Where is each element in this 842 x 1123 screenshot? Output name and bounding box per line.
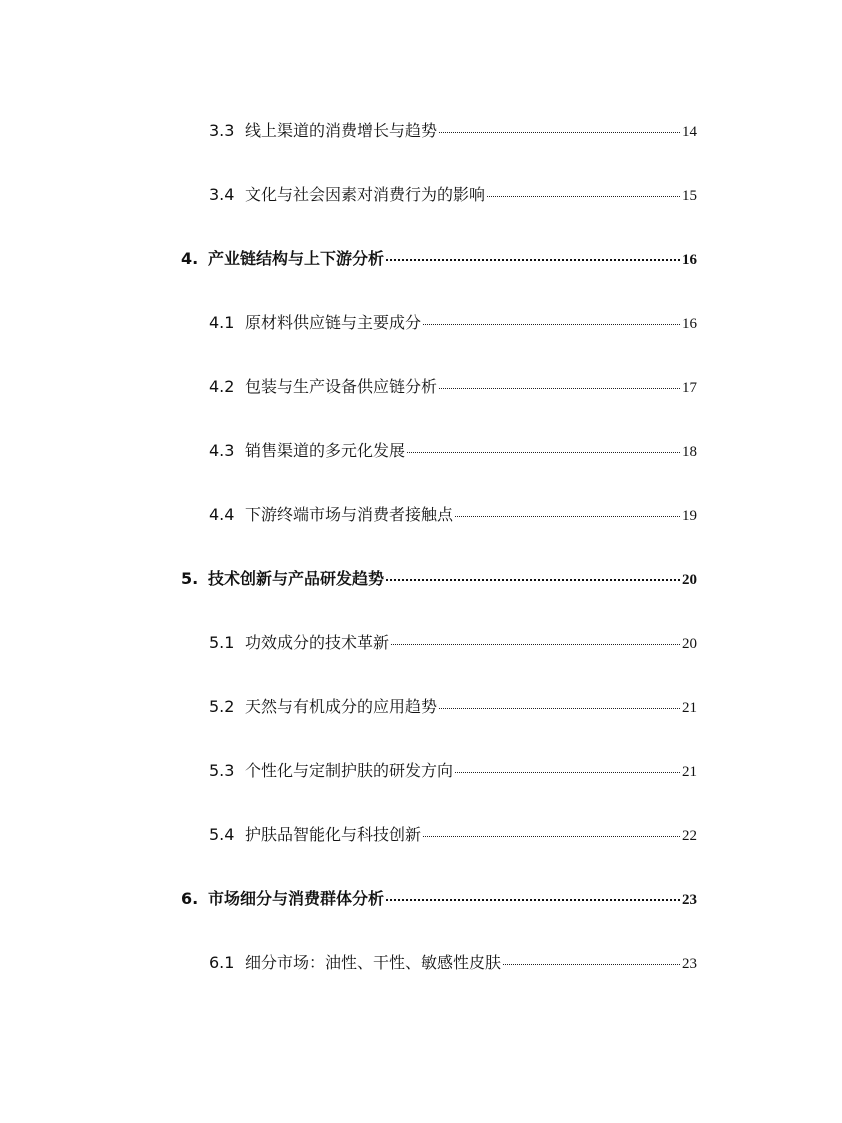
toc-page-number: 19 (682, 508, 697, 524)
toc-page-number: 14 (682, 124, 697, 140)
toc-entry-number: 5.3 (209, 761, 235, 780)
toc-page-number: 20 (682, 636, 697, 652)
toc-dot-leader (386, 579, 680, 581)
toc-dot-leader (407, 452, 680, 453)
toc-dot-leader (455, 772, 680, 773)
toc-entry-title: 销售渠道的多元化发展 (245, 441, 406, 460)
toc-entry-6-1[interactable] (209, 950, 697, 974)
toc-entry-5-1[interactable] (209, 630, 697, 654)
toc-dot-leader (503, 964, 680, 965)
toc-entry-title: 技术创新与产品研发趋势 (208, 569, 385, 588)
toc-entry-5[interactable] (181, 566, 697, 590)
toc-page-number: 21 (682, 764, 697, 780)
toc-dot-leader (487, 196, 680, 197)
toc-entry-3-4[interactable] (209, 182, 697, 206)
toc-entry-title: 细分市场：油性、干性、敏感性皮肤 (245, 953, 502, 972)
toc-entry-4-2[interactable] (209, 374, 697, 398)
toc-page-number: 16 (682, 316, 697, 332)
toc-entry-number: 3.4 (209, 185, 235, 204)
toc-entry-3-3[interactable] (209, 118, 697, 142)
toc-dot-leader (386, 899, 680, 901)
toc-entry-number: 4. (181, 249, 199, 268)
toc-entry-number: 3.3 (209, 121, 235, 140)
toc-entry-number: 6. (181, 889, 199, 908)
toc-entry-title: 包装与生产设备供应链分析 (245, 377, 438, 396)
toc-entry-4-4[interactable] (209, 502, 697, 526)
toc-page-number: 21 (682, 700, 697, 716)
toc-entry-5-2[interactable] (209, 694, 697, 718)
toc-entry-title: 个性化与定制护肤的研发方向 (245, 761, 454, 780)
toc-entry-number: 4.3 (209, 441, 235, 460)
toc-dot-leader (423, 324, 680, 325)
toc-dot-leader (439, 132, 680, 133)
toc-entry-5-4[interactable] (209, 822, 697, 846)
toc-entry-4[interactable] (181, 246, 697, 270)
toc-entry-title: 文化与社会因素对消费行为的影响 (245, 185, 486, 204)
toc-page-number: 18 (682, 444, 697, 460)
toc-entry-number: 4.4 (209, 505, 235, 524)
toc-page-number: 23 (682, 892, 697, 908)
toc-page-number: 20 (682, 572, 697, 588)
toc-entry-number: 5. (181, 569, 199, 588)
toc-page-number: 15 (682, 188, 697, 204)
toc-entry-4-1[interactable] (209, 310, 697, 334)
toc-dot-leader (439, 388, 680, 389)
toc-page-number: 16 (682, 252, 697, 268)
toc-entry-title: 天然与有机成分的应用趋势 (245, 697, 438, 716)
toc-dot-leader (423, 836, 680, 837)
toc-entry-number: 6.1 (209, 953, 235, 972)
toc-dot-leader (391, 644, 680, 645)
toc-entry-5-3[interactable] (209, 758, 697, 782)
toc-entry-number: 5.4 (209, 825, 235, 844)
toc-entry-title: 市场细分与消费群体分析 (208, 889, 385, 908)
toc-page-number: 22 (682, 828, 697, 844)
toc-page-number: 23 (682, 956, 697, 972)
toc-entry-number: 5.2 (209, 697, 235, 716)
toc-entry-4-3[interactable] (209, 438, 697, 462)
toc-dot-leader (439, 708, 680, 709)
toc-entry-title: 护肤品智能化与科技创新 (245, 825, 422, 844)
toc-dot-leader (455, 516, 680, 517)
toc-entry-number: 4.1 (209, 313, 235, 332)
toc-entry-6[interactable] (181, 886, 697, 910)
toc-entry-title: 产业链结构与上下游分析 (208, 249, 385, 268)
toc-entry-number: 5.1 (209, 633, 235, 652)
toc-entry-title: 原材料供应链与主要成分 (245, 313, 422, 332)
toc-page-number: 17 (682, 380, 697, 396)
toc-entry-title: 下游终端市场与消费者接触点 (245, 505, 454, 524)
toc-entry-title: 功效成分的技术革新 (245, 633, 390, 652)
toc-entry-title: 线上渠道的消费增长与趋势 (245, 121, 438, 140)
toc-entry-number: 4.2 (209, 377, 235, 396)
toc-dot-leader (386, 259, 680, 261)
